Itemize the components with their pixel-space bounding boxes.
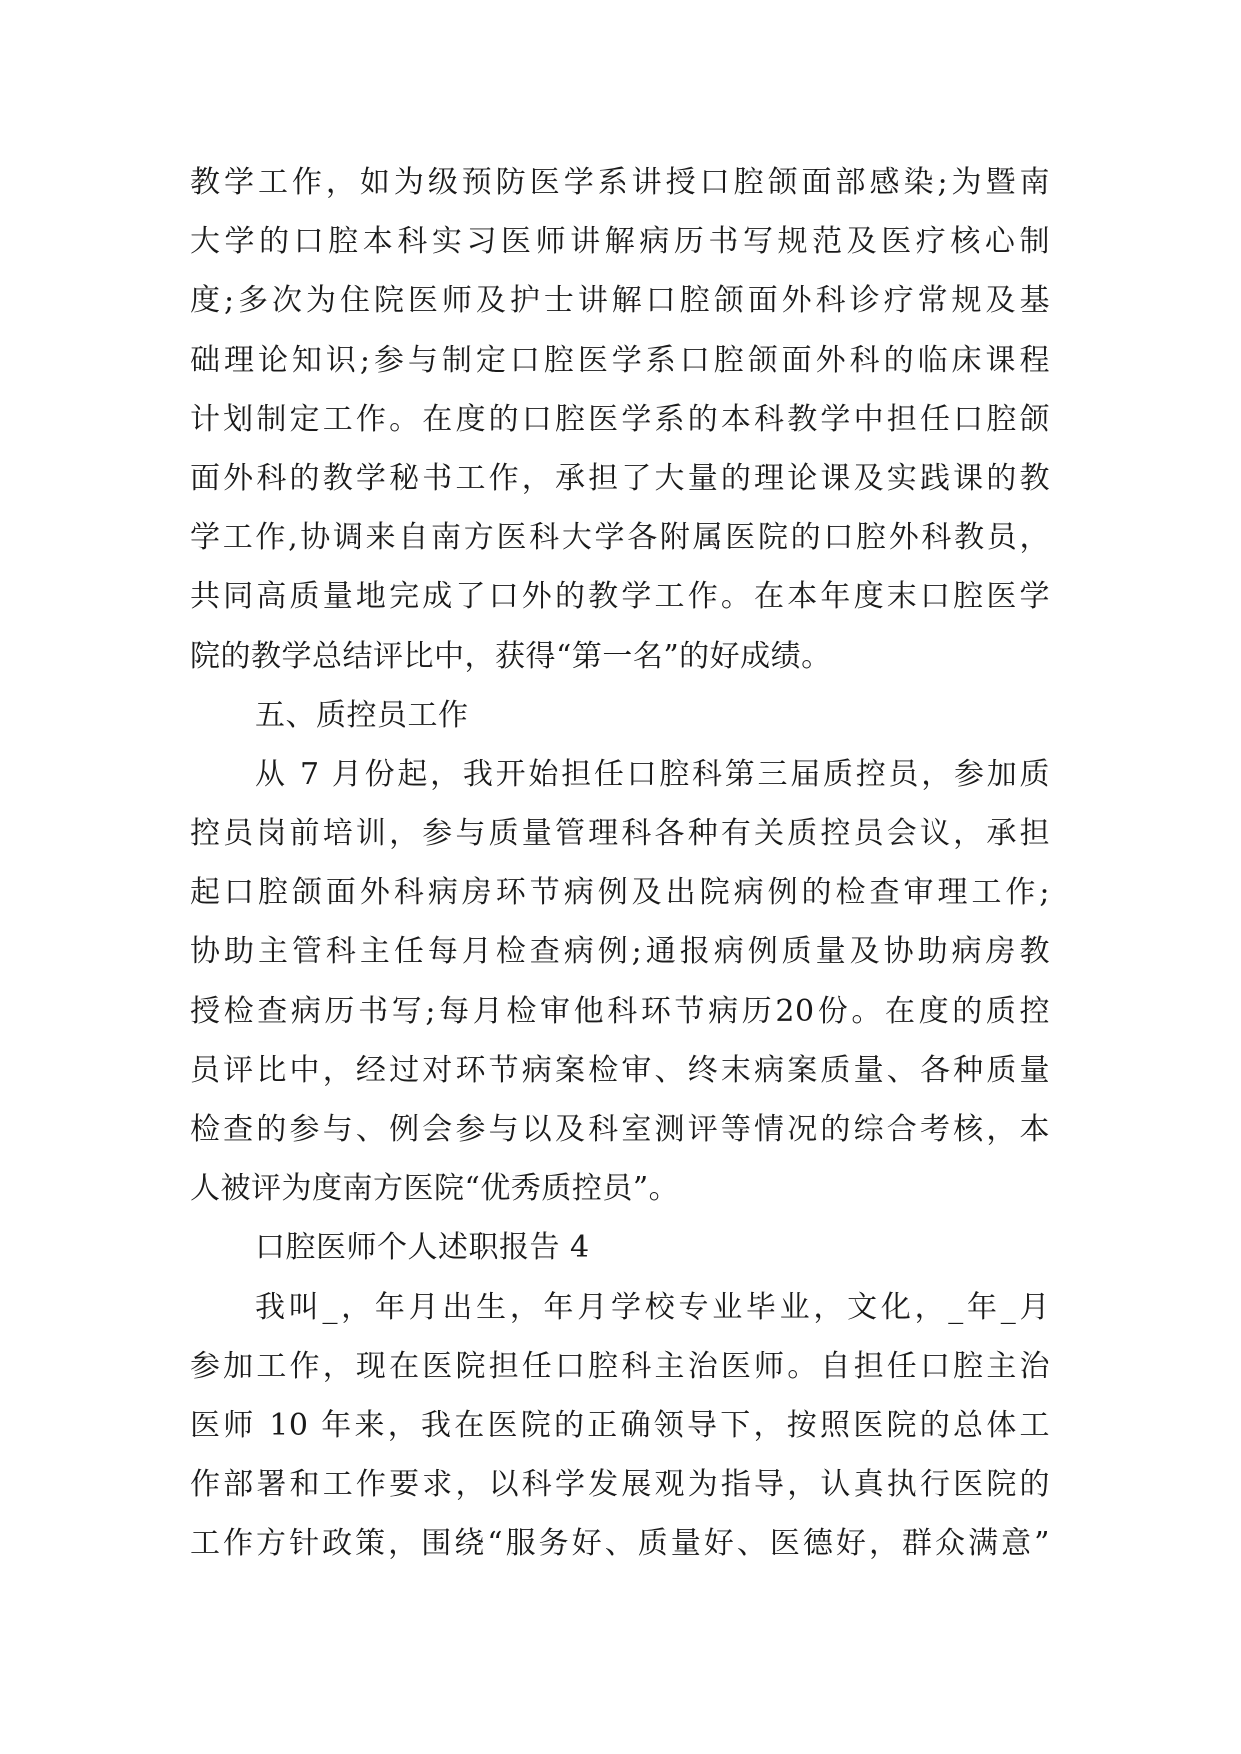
text-line: 协助主管科主任每月检查病例;通报病例质量及协助病房教: [190, 934, 1050, 970]
text-line: 授检查病历书写;每月检审他科环节病历20份。在度的质控: [190, 993, 1050, 1029]
text-line: 教学工作，如为级预防医学系讲授口腔颌面部感染;为暨南: [190, 165, 1050, 200]
text-line: 起口腔颌面外科病房环节病例及出院病例的检查审理工作;: [190, 875, 1050, 911]
text-line: 共同高质量地完成了口外的教学工作。在本年度末口腔医学: [190, 579, 1050, 615]
text-line: 医师 10 年来，我在医院的正确领导下，按照医院的总体工: [190, 1407, 1050, 1443]
text-line: 工作方针政策，围绕“服务好、质量好、医德好，群众满意”: [190, 1526, 1050, 1562]
text-line: 口腔医师个人述职报告 4: [255, 1230, 590, 1266]
text-line: 检查的参与、例会参与以及科室测评等情况的综合考核，本: [190, 1112, 1050, 1147]
text-line: 度;多次为住院医师及护士讲解口腔颌面外科诊疗常规及基: [190, 283, 1050, 319]
text-line: 参加工作，现在医院担任口腔科主治医师。自担任口腔主治: [190, 1348, 1050, 1384]
paragraph-report-4-intro: [190, 1278, 1050, 1574]
text-line: 从 7 月份起，我开始担任口腔科第三届质控员，参加质: [255, 756, 1050, 792]
text-line: 面外科的教学秘书工作，承担了大量的理论课及实践课的教: [190, 460, 1050, 496]
text-line: 院的教学总结评比中，获得“第一名”的好成绩。: [190, 638, 832, 674]
paragraph-section-heading-quality: [190, 686, 1050, 745]
text-line: 大学的口腔本科实习医师讲解病历书写规范及医疗核心制: [190, 224, 1050, 260]
text-line: 计划制定工作。在度的口腔医学系的本科教学中担任口腔颌: [190, 401, 1050, 437]
text-line: 我叫_，年月出生，年月学校专业毕业，文化，_年_月: [255, 1289, 1050, 1325]
text-line: 控员岗前培训，参与质量管理科各种有关质控员会议，承担: [190, 816, 1050, 852]
paragraph-report-title-4: [190, 1218, 1050, 1277]
text-line: 作部署和工作要求，以科学发展观为指导，认真执行医院的: [190, 1467, 1050, 1503]
text-line: 员评比中，经过对环节病案检审、终末病案质量、各种质量: [190, 1052, 1050, 1088]
text-line: 五、质控员工作: [255, 697, 469, 733]
text-line: 学工作,协调来自南方医科大学各附属医院的口腔外科教员，: [190, 520, 1050, 556]
document-body: [190, 153, 1050, 1574]
paragraph-quality-control-work: [190, 745, 1050, 1219]
text-line: 础理论知识;参与制定口腔医学系口腔颌面外科的临床课程: [190, 342, 1050, 378]
text-line: 人被评为度南方医院“优秀质控员”。: [190, 1171, 680, 1207]
paragraph-teaching-work-continued: [190, 153, 1050, 686]
